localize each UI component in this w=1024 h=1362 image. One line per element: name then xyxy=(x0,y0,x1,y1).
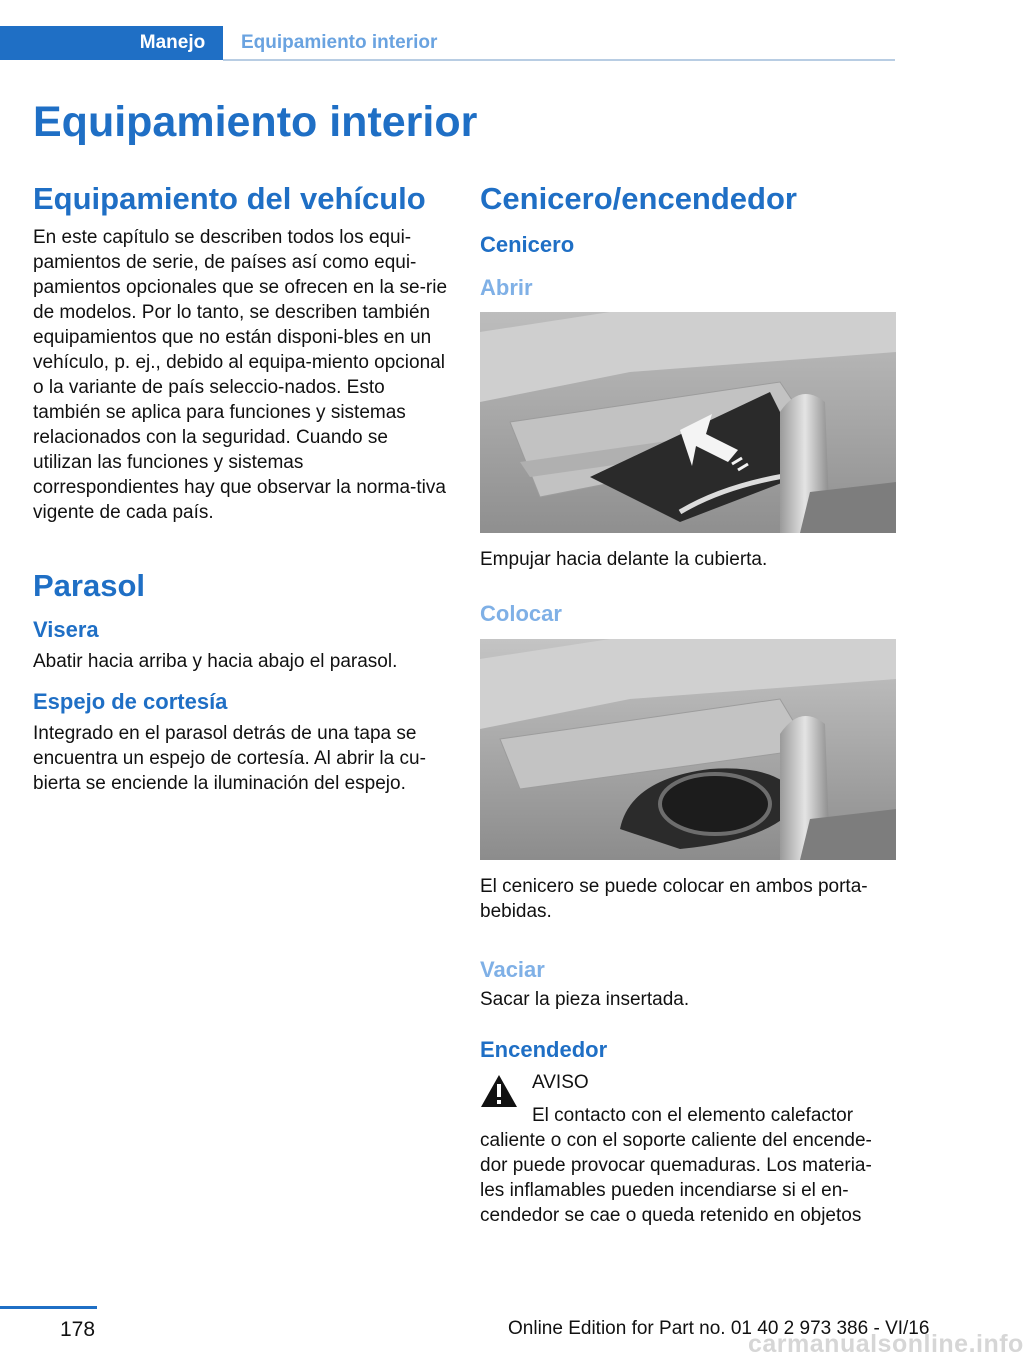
right-column xyxy=(480,180,896,1228)
equip-heading: Equipamiento del vehículo xyxy=(33,181,426,216)
colocar-heading: Colocar xyxy=(480,601,562,627)
vaciar-heading: Vaciar xyxy=(480,956,545,982)
visera-text: Abatir hacia arriba y hacia abajo el parasol. xyxy=(33,650,398,672)
header-bar xyxy=(0,26,895,60)
edition-note: Online Edition for Part no. 01 40 2 973 386 - VI/16 xyxy=(508,1318,930,1339)
parasol-heading: Parasol xyxy=(33,568,146,604)
header-rule xyxy=(223,59,895,61)
espejo-text: Integrado en el parasol detrás de una tapa se encuentra un espejo de cortesía. Al abrir la cu-bierta se enciende la iluminación del espejo. xyxy=(33,722,426,794)
visera-heading: Visera xyxy=(33,617,99,643)
tab-section[interactable]: Manejo xyxy=(122,26,223,60)
chapter-title: Equipamiento interior xyxy=(33,98,478,146)
page-number: 178 xyxy=(60,1318,96,1341)
cenicero-heading: Cenicero xyxy=(480,232,575,258)
equip-text: En este capítulo se describen todos los equi-pamientos de serie, de países así como equi-pamientos opcionales que se ofrecen en la se-rie de modelos. Por lo tanto, se describen también equipamientos que no están disponi-bles en un vehículo, p. ej., debido al equipa-miento opcional o la variante de país seleccio-nados. Esto también se aplica para funciones y sistemas relacionados con la seguridad. Cuando se utilizan las funciones y sistemas correspondientes hay que observar la norma-tiva vigente de cada país. xyxy=(33,227,448,524)
espejo-heading: Espejo de cortesía xyxy=(33,688,228,714)
encendedor-heading: Encendedor xyxy=(480,1036,608,1062)
colocar-caption: El cenicero se puede colocar en ambos porta-bebidas. xyxy=(480,875,868,922)
footer-rule xyxy=(0,1306,97,1309)
abrir-caption: Empujar hacia delante la cubierta. xyxy=(480,549,768,571)
watermark: carmanualsonline.info xyxy=(748,1330,1024,1358)
left-column xyxy=(33,180,449,796)
warning-text: El contacto con el elemento calefactor caliente o con el soporte caliente del encende-dor puede provocar quemaduras. Los materia-les inflamables pueden incendiarse si el en-cendedor se cae o queda retenido en objetos xyxy=(480,1105,872,1227)
cenicero-encendedor-heading: Cenicero/encendedor xyxy=(480,181,797,216)
warning-block xyxy=(480,1070,896,1228)
header-accent-block xyxy=(0,26,122,60)
warning-triangle-icon xyxy=(480,1074,518,1108)
vaciar-text: Sacar la pieza insertada. xyxy=(480,988,690,1010)
ashtray-open-photo xyxy=(480,312,896,533)
ashtray-cupholder-photo xyxy=(480,639,896,860)
abrir-heading: Abrir xyxy=(480,274,533,300)
warning-label: AVISO xyxy=(532,1072,589,1094)
tab-topic[interactable]: Equipamiento interior xyxy=(241,32,438,53)
